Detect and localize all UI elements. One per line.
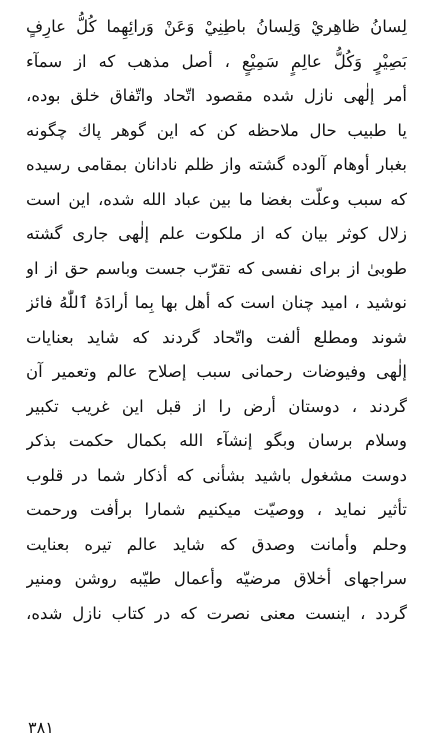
text-line: إلٰهى وفيوضات رحمانى سبب إصلاح عالم وتعمير آن — [26, 362, 407, 381]
text-line: يا طبيب حال ملاحظه كن كه اين گوهر پاك چگونه — [26, 120, 407, 140]
text-line: بَصِيْرٍ وَكُلُّ عالِمٍ سَمِيْعٍ ، أصل مذهب كه از سمآء — [26, 51, 407, 71]
text-line: وحلم وأمانت وصدق كه شايد عالم تيره بعنايت — [26, 534, 407, 554]
text-line: زلال كوثر بيان كه از ملكوت علم إلٰهى جارى گشته — [26, 224, 407, 243]
text-line: دوست مشغول باشيد بشأنى كه أذكار شما در قلوب — [26, 465, 407, 485]
page-number: ٣٨١ — [28, 718, 54, 737]
text-line: طوبىٰ از براى نفسى كه تقرّب جست وباسم حق از او — [26, 258, 407, 278]
text-line: شوند ومطلع ألفت واتّحاد گردند كه شايد بعنايات — [26, 327, 407, 347]
text-line: گردد ، اينست معنى نصرت كه در كتاب نازل شده، — [26, 603, 407, 623]
text-line: كه سبب وعلّت بغضا ما بين عباد الله شده، اين است — [26, 189, 407, 209]
text-line: بغبار أوهام آلوده گشته واز ظلم نادانان بمقامى رسيده — [26, 155, 407, 174]
text-line: لِسانُ ظاهِريْ وَلِسانُ باطِنِيْ وَعَنْ وَرائِهِما كُلُّ عارِفٍ — [26, 17, 407, 36]
text-line: وسلام برسان وبگو إنشآء الله بكمال حكمت بذكر — [26, 431, 407, 450]
text-line: گردند ، دوستان أرض را از قبل اين غريب تكبير — [26, 396, 407, 416]
text-line: سراجهاى أخلاق مرضيّه وأعمال طيّبه روشن ومنير — [26, 569, 407, 588]
text-line: نوشيد ، اميد چنان است كه أهل بها بِما أرادَهُ ٱللّٰهُ فائز — [26, 293, 407, 312]
text-line: أمر إلٰهى نازل شده مقصود اتّحاد واتّفاق خلق بوده، — [26, 86, 407, 105]
text-line: تأثير نمايد ، ووصيّت ميكنيم شمارا برأفت ورحمت — [26, 500, 407, 519]
body-text — [26, 10, 407, 631]
